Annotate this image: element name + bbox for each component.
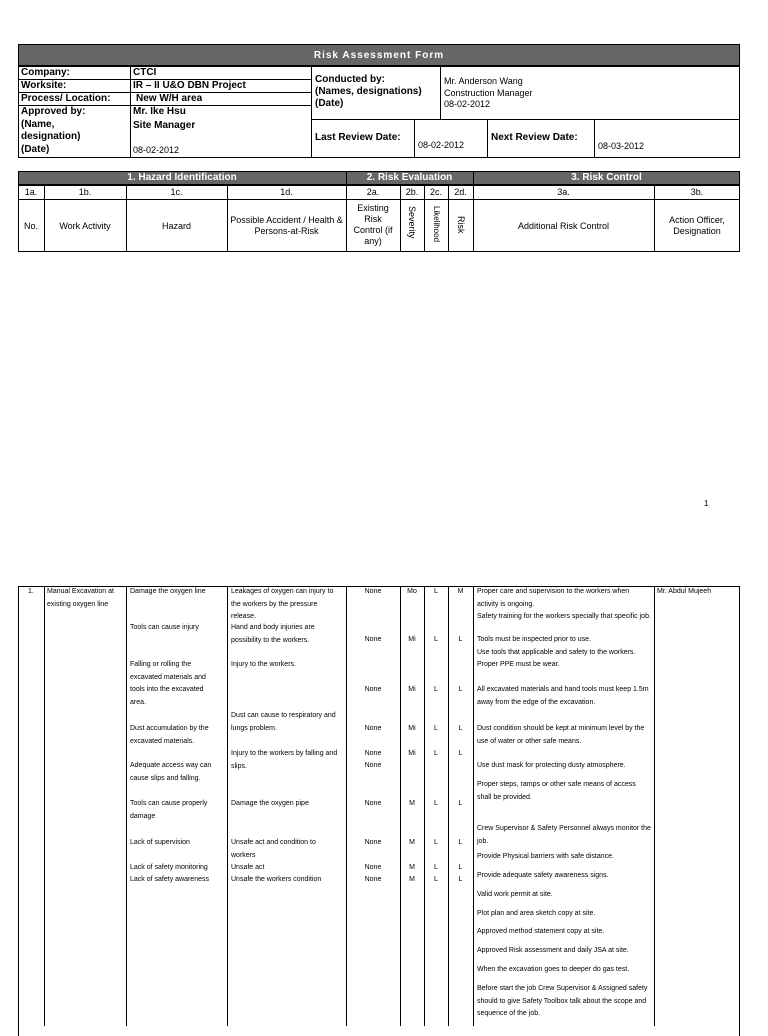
worksite-label: Worksite: xyxy=(21,80,67,91)
likelihood-value: L xyxy=(434,588,438,595)
conducted-date: 08-02-2012 xyxy=(444,99,491,109)
likelihood-value: L xyxy=(434,636,438,643)
severity-value: M xyxy=(409,864,415,871)
severity-value: Mi xyxy=(408,636,416,643)
existing-control: None xyxy=(364,864,382,871)
next-review-value: 08-03-2012 xyxy=(598,141,645,151)
control-item: Before start the job Crew Supervisor & Assigned safety should to give Safety Toolbox talk about the scope and sequence of the job. xyxy=(477,985,648,1017)
likelihood-value: L xyxy=(434,686,438,693)
col-code-1c: 1c. xyxy=(170,187,183,197)
company-value: CTCI xyxy=(133,67,157,78)
conducted-label: Conducted by: (Names, designations) (Date) xyxy=(315,74,422,109)
process-value: New W/H area xyxy=(136,93,203,104)
section-risk-control: 3. Risk Control xyxy=(571,172,642,183)
control-item: Use tools that applicable and safety to the workers. xyxy=(477,649,636,656)
row-number: 1. xyxy=(28,588,34,595)
accident-item: Injury to the workers by falling and slips. xyxy=(231,750,338,770)
risk-value: L xyxy=(458,725,463,732)
worksite-value: IR – II U&O DBN Project xyxy=(133,80,246,91)
control-item: Crew Supervisor & Safety Personnel always monitor the job. xyxy=(477,825,651,845)
hazard-item: Tools can cause properly damage xyxy=(130,800,208,820)
existing-control: None xyxy=(364,725,382,732)
risk-value: L xyxy=(458,839,463,846)
likelihood-value: L xyxy=(434,800,438,807)
risk-value: L xyxy=(458,750,463,757)
accident-item: Leakages of oxygen can injury to the workers by the pressure release. xyxy=(231,588,334,620)
control-item: Approved Risk assessment and daily JSA at site. xyxy=(477,947,629,954)
control-item: Proper steps, ramps or other safe means of access shall be provided. xyxy=(477,781,636,801)
hazard-item: Lack of supervision xyxy=(130,839,190,846)
hazard-item: Tools can cause injury xyxy=(130,624,199,631)
severity-value: M xyxy=(409,876,415,883)
control-item: Approved method statement copy at site. xyxy=(477,928,605,935)
approved-name: Mr. Ike Hsu xyxy=(133,106,186,117)
hazard-item: Adequate access way can cause slips and falling. xyxy=(130,762,212,782)
work-activity-cell: Manual Excavation at existing oxygen line xyxy=(47,588,114,608)
col-header-possible-accident: Possible Accident / Health & Persons-at-Risk xyxy=(230,215,343,236)
approved-date: 08-02-2012 xyxy=(133,145,180,155)
last-review-value: 08-02-2012 xyxy=(418,140,465,150)
control-item: Valid work permit at site. xyxy=(477,891,553,898)
likelihood-value: L xyxy=(434,725,438,732)
existing-control: None xyxy=(364,800,382,807)
col-code-1b: 1b. xyxy=(78,187,92,197)
control-item: Provide Physical barriers with safe distance. xyxy=(477,853,614,860)
hazard-item: Lack of safety monitoring xyxy=(130,864,208,871)
accident-item: Unsafe the workers condition xyxy=(231,876,322,883)
accident-item: Unsafe act xyxy=(231,864,265,871)
severity-value: M xyxy=(409,800,415,807)
col-code-2b: 2b. xyxy=(405,187,419,197)
accident-item: Hand and body injuries are possibility to the workers. xyxy=(231,624,315,644)
page-number: 1 xyxy=(704,499,709,508)
company-label: Company: xyxy=(21,67,70,78)
existing-control: None xyxy=(364,636,382,643)
hazard-item: Damage the oxygen line xyxy=(130,588,206,595)
risk-value: L xyxy=(458,876,463,883)
severity-value: Mo xyxy=(407,588,417,595)
col-header-additional-control: Additional Risk Control xyxy=(517,221,610,231)
control-item: All excavated materials and hand tools must keep 1.5m away from the edge of the excavation. xyxy=(477,686,649,706)
col-code-2a: 2a. xyxy=(366,187,380,197)
likelihood-value: L xyxy=(434,750,438,757)
hazard-item: Dust accumulation by the excavated materials. xyxy=(130,725,209,745)
conducted-role: Construction Manager xyxy=(444,88,533,98)
existing-control: None xyxy=(364,876,382,883)
next-review-label: Next Review Date: xyxy=(491,132,578,143)
col-header-severity: Severity xyxy=(407,206,417,239)
conducted-name: Mr. Anderson Wang xyxy=(444,76,523,86)
control-item: Plot plan and area sketch copy at site. xyxy=(477,910,596,917)
risk-value: L xyxy=(458,864,463,871)
col-code-2d: 2d. xyxy=(454,187,467,197)
col-header-existing-control: Existing Risk Control (if any) xyxy=(353,203,393,246)
approved-label: Approved by: (Name, designation) (Date) xyxy=(21,106,86,155)
control-item: Proper PPE must be wear. xyxy=(477,661,560,668)
severity-value: Mi xyxy=(408,750,416,757)
process-label: Process/ Location: xyxy=(21,93,111,104)
control-item: Safety training for the workers specially that specific job. xyxy=(477,613,651,620)
existing-control: None xyxy=(364,588,382,595)
existing-control: None xyxy=(364,762,382,769)
risk-value: L xyxy=(458,636,463,643)
col-code-2c: 2c. xyxy=(429,187,442,197)
likelihood-value: L xyxy=(434,839,438,846)
control-item: Proper care and supervision to the workers when activity is ongoing. xyxy=(477,588,630,608)
control-item: When the excavation goes to deeper do gas test. xyxy=(477,966,630,973)
risk-value: L xyxy=(458,800,463,807)
likelihood-value: L xyxy=(434,876,438,883)
col-header-likelihood: Likelihood xyxy=(432,206,441,243)
risk-value: L xyxy=(458,686,463,693)
control-item: Use dust mask for protecting dusty atmosphere. xyxy=(477,762,626,769)
approved-role: Site Manager xyxy=(133,120,196,131)
section-risk-evaluation: 2. Risk Evaluation xyxy=(366,172,453,183)
col-header-work-activity: Work Activity xyxy=(59,221,111,231)
accident-item: Injury to the workers. xyxy=(231,661,296,668)
action-officer-cell: Mr. Abdul Mujeeh xyxy=(657,588,712,595)
col-header-action-officer: Action Officer, Designation xyxy=(669,215,725,236)
col-header-risk: Risk xyxy=(456,216,466,234)
accident-item: Unsafe act and condition to workers xyxy=(231,839,316,859)
hazard-item: Lack of safety awareness xyxy=(130,876,209,883)
accident-item: Dust can cause to respiratory and lungs problem. xyxy=(231,712,336,732)
hazard-item: Falling or rolling the excavated materials and tools into the excavated area. xyxy=(130,661,206,706)
existing-control: None xyxy=(364,839,382,846)
existing-control: None xyxy=(364,686,382,693)
form-title: Risk Assessment Form xyxy=(18,44,740,66)
control-item: Tools must be inspected prior to use. xyxy=(477,636,592,643)
col-header-hazard: Hazard xyxy=(161,221,191,231)
col-code-1d: 1d. xyxy=(280,187,293,197)
existing-control: None xyxy=(364,750,382,757)
section-hazard-identification: 1. Hazard Identification xyxy=(127,172,237,183)
last-review-label: Last Review Date: xyxy=(315,132,401,143)
col-header-no: No. xyxy=(23,221,38,231)
col-code-3a: 3a. xyxy=(557,187,570,197)
risk-value: M xyxy=(457,588,464,595)
severity-value: Mi xyxy=(408,686,416,693)
severity-value: M xyxy=(409,839,415,846)
accident-item: Damage the oxygen pipe xyxy=(231,800,309,807)
col-code-3b: 3b. xyxy=(690,187,704,197)
severity-value: Mi xyxy=(408,725,416,732)
control-item: Provide adequate safety awareness signs. xyxy=(477,872,609,879)
likelihood-value: L xyxy=(434,864,438,871)
col-code-1a: 1a. xyxy=(24,187,38,197)
control-item: Dust condition should be kept at minimum level by the use of water or other safe means. xyxy=(477,725,645,745)
